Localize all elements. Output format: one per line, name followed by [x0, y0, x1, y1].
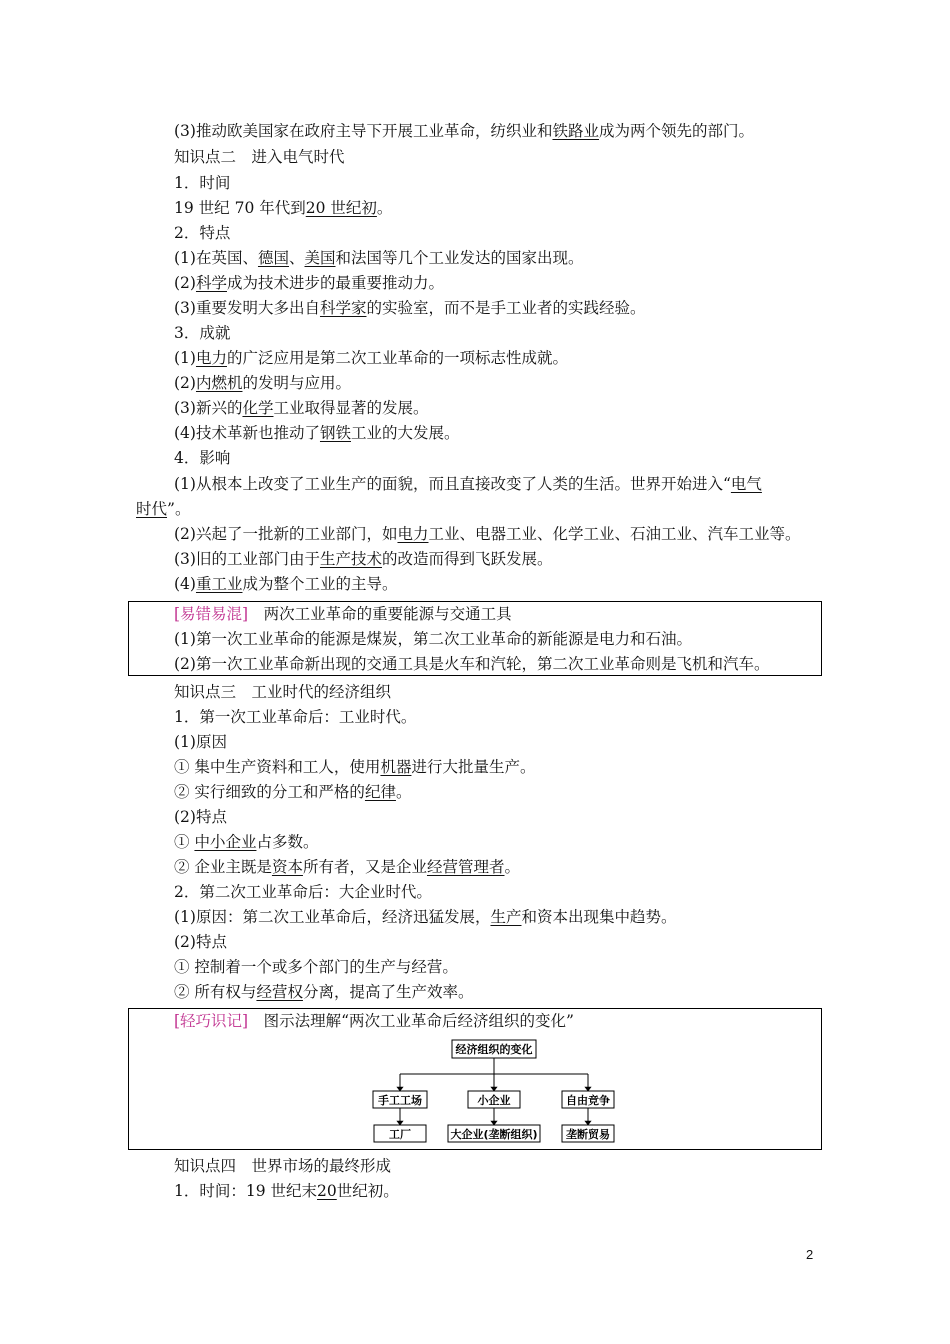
- para-line: (2)特点: [174, 933, 227, 951]
- para-line: 1．时间：19 世纪末20世纪初。: [174, 1182, 399, 1200]
- para-line: (4)技术革新也推动了钢铁工业的大发展。: [174, 424, 460, 442]
- para-line: (3)推动欧美国家在政府主导下开展工业革命，纺织业和铁路业成为两个领先的部门。: [174, 122, 754, 140]
- para-line: 19 世纪 70 年代到20 世纪初。: [174, 199, 393, 217]
- para-line: (2)兴起了一批新的工业部门，如电力工业、电器工业、化学工业、石油工业、汽车工业等。: [174, 525, 801, 543]
- diagram-top-label: 自由竞争: [566, 1094, 610, 1107]
- subheading: 1．第一次工业革命后：工业时代。: [174, 708, 417, 726]
- economic-organization-diagram: [360, 1037, 620, 1149]
- para-line: (2)科学成为技术进步的最重要推动力。: [174, 274, 444, 292]
- para-line: ② 所有权与经营权分离，提高了生产效率。: [174, 983, 474, 1001]
- section-heading: 知识点三 工业时代的经济组织: [174, 683, 392, 701]
- subheading: 3．成就: [174, 324, 231, 342]
- note-tag: [易错易混]: [174, 605, 249, 623]
- diagram-bottom-label: 工厂: [389, 1128, 411, 1141]
- para-line: (3)旧的工业部门由于生产技术的改造而得到飞跃发展。: [174, 550, 553, 568]
- note-line: (2)第一次工业革命新出现的交通工具是火车和汽轮，第二次工业革命则是飞机和汽车。: [174, 655, 770, 673]
- note-box-title: [轻巧识记] 图示法理解“两次工业革命后经济组织的变化”: [174, 1012, 574, 1030]
- para-line: ② 实行细致的分工和严格的纪律。: [174, 783, 412, 801]
- para-line: (2)特点: [174, 808, 227, 826]
- subheading: 1．时间: [174, 174, 231, 192]
- note-line: (1)第一次工业革命的能源是煤炭，第二次工业革命的新能源是电力和石油。: [174, 630, 692, 648]
- section-heading: 知识点四 世界市场的最终形成: [174, 1157, 392, 1175]
- para-line: (1)原因: [174, 733, 227, 751]
- diagram-bottom-label: 垄断贸易: [566, 1128, 610, 1141]
- subheading: 4．影响: [174, 449, 231, 467]
- para-line: (3)新兴的化学工业取得显著的发展。: [174, 399, 429, 417]
- subheading: 2．第二次工业革命后：大企业时代。: [174, 883, 432, 901]
- page-number: 2: [806, 1247, 814, 1262]
- diagram-top-label: 手工工场: [378, 1094, 422, 1107]
- note-box-title: [易错易混] 两次工业革命的重要能源与交通工具: [174, 605, 512, 623]
- para-line: ① 控制着一个或多个部门的生产与经营。: [174, 958, 458, 976]
- para-line: (1)电力的广泛应用是第二次工业革命的一项标志性成就。: [174, 349, 568, 367]
- para-line: (1)从根本上改变了工业生产的面貌，而且直接改变了人类的生活。世界开始进入“电气: [174, 475, 762, 493]
- diagram-root-label: 经济组织的变化: [455, 1043, 533, 1056]
- note-tag: [轻巧识记]: [174, 1012, 249, 1030]
- para-line: ① 集中生产资料和工人，使用机器进行大批量生产。: [174, 758, 536, 776]
- para-line: ① 中小企业占多数。: [174, 833, 319, 851]
- para-line: (4)重工业成为整个工业的主导。: [174, 575, 398, 593]
- para-line: (3)重要发明大多出自科学家的实验室，而不是手工业者的实践经验。: [174, 299, 646, 317]
- para-line: 时代”。: [136, 500, 191, 518]
- section-heading: 知识点二 进入电气时代: [174, 148, 345, 166]
- diagram-top-label: 小企业: [477, 1094, 511, 1107]
- para-line: (2)内燃机的发明与应用。: [174, 374, 351, 392]
- subheading: 2．特点: [174, 224, 231, 242]
- para-line: (1)在英国、德国、美国和法国等几个工业发达的国家出现。: [174, 249, 584, 267]
- para-line: ② 企业主既是资本所有者，又是企业经营管理者。: [174, 858, 520, 876]
- para-line: (1)原因：第二次工业革命后，经济迅猛发展，生产和资本出现集中趋势。: [174, 908, 677, 926]
- diagram-bottom-label: 大企业(垄断组织): [450, 1128, 538, 1141]
